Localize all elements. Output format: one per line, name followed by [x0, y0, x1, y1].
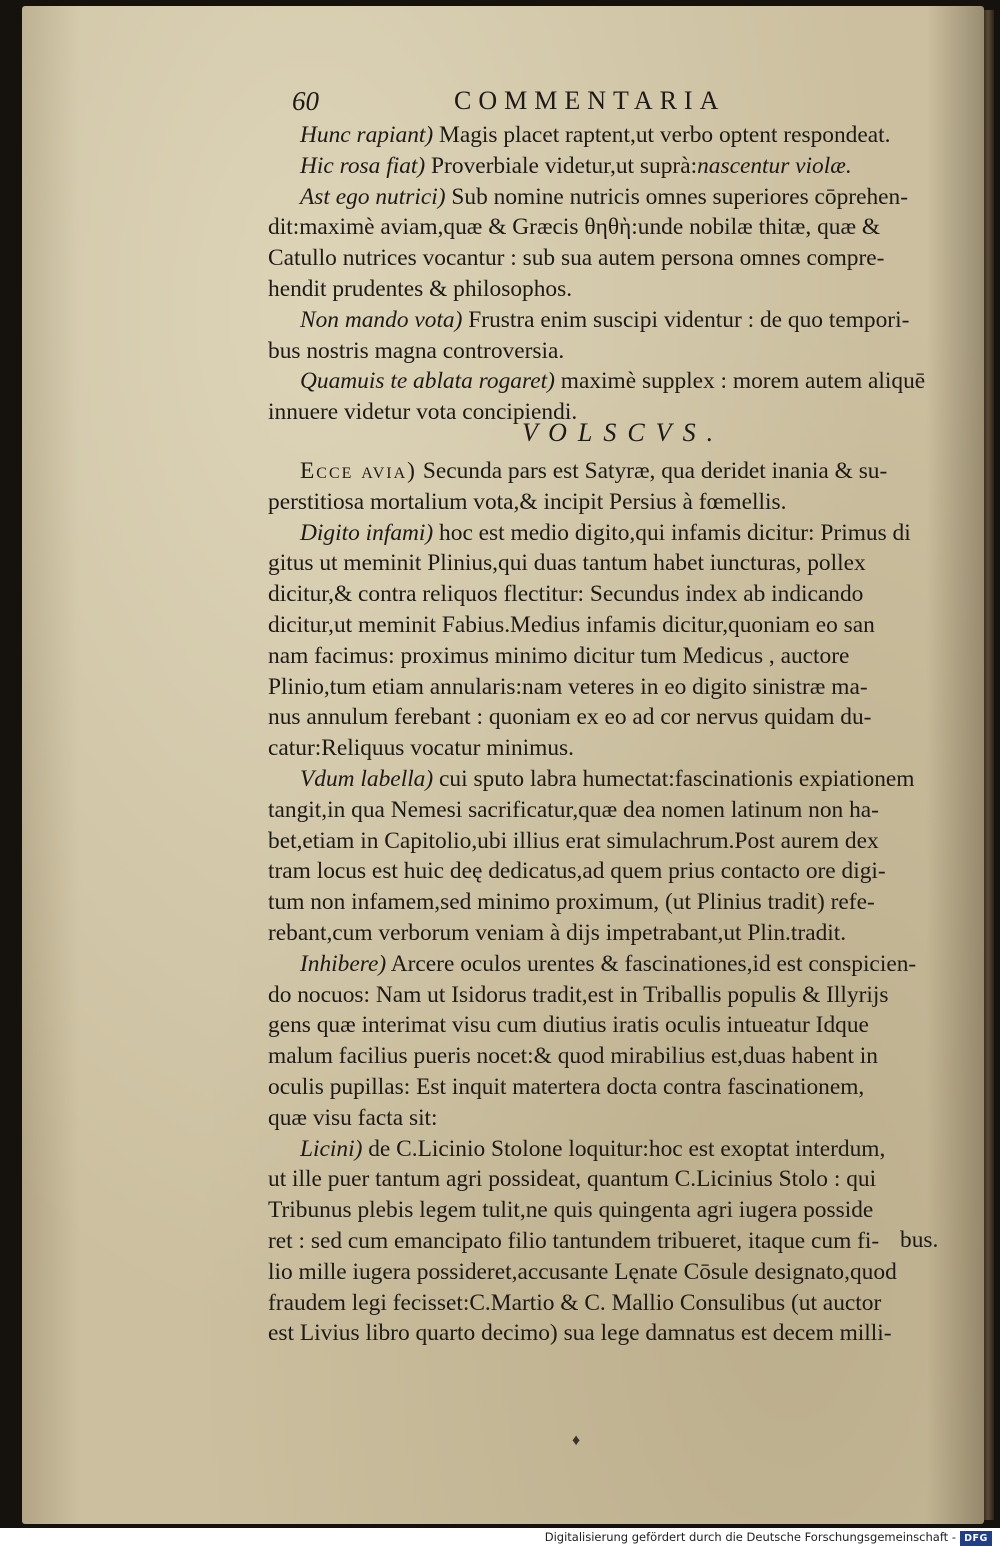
- text-line: [268, 366, 964, 397]
- text-line: [268, 212, 964, 243]
- text-line: [268, 887, 964, 918]
- text-run: hendit prudentes & philosophos.: [268, 275, 573, 302]
- lemma: Hunc rapiant): [300, 122, 434, 148]
- text-run: Arcere oculos urentes & fascinationes,id est conspicien-: [386, 950, 917, 977]
- text-run: bus nostris magna controversia.: [268, 337, 565, 364]
- text-run: Secunda pars est Satyræ, qua deridet inania & su-: [416, 458, 888, 484]
- section-title: VOLSCVS.: [522, 418, 725, 447]
- text-line: [268, 548, 964, 579]
- lemma: Quamuis te ablata rogaret): [300, 368, 555, 395]
- text-line: [268, 641, 964, 672]
- text-run: lio mille iugera possideret,accusante Lęnate Cōsule designato,quod: [268, 1258, 897, 1285]
- ornament-mark: ♦: [572, 1432, 581, 1449]
- lemma: Hic rosa fiat): [300, 152, 426, 179]
- text-line: [268, 120, 964, 151]
- text-line: [268, 336, 964, 367]
- text-line: [268, 579, 964, 610]
- text-line: [268, 1195, 964, 1226]
- text-line: [268, 733, 964, 764]
- text-run: quæ visu facta sit:: [268, 1104, 438, 1131]
- text-run: Magis placet raptent,ut verbo optent respondeat.: [433, 122, 891, 148]
- catchword: bus.: [900, 1227, 939, 1253]
- text-run: est Livius libro quarto decimo) sua lege damnatus est decem milli-: [268, 1320, 892, 1347]
- text-line: [268, 1041, 964, 1072]
- text-line: [268, 1134, 964, 1165]
- text-run: gens quæ interimat visu cum diutius iratis oculis intueatur Idque: [268, 1012, 869, 1039]
- text-run: cui sputo labra humectat:fascinationis expiationem: [433, 765, 915, 792]
- text-run: tram locus est huic deę dedicatus,ad quem prius contacto ore digi-: [268, 858, 886, 885]
- text-run: tum non infamem,sed minimo proximum, (ut Plinius tradit) refe-: [268, 889, 875, 916]
- page-header: [292, 86, 964, 120]
- text-line: [268, 949, 964, 980]
- text-run: rebant,cum verborum veniam à dijs impetrabant,ut Plin.tradit.: [268, 919, 847, 946]
- commentary-block-one: [268, 120, 964, 428]
- text-line: [268, 487, 964, 518]
- text-line: [268, 1164, 964, 1195]
- text-run: dit:maximè aviam,quæ & Græcis θηθὴ:unde nobilæ thitæ, quæ &: [268, 214, 881, 241]
- text-line: [268, 610, 964, 641]
- text-run: Proverbiale videtur,ut suprà:: [425, 152, 698, 179]
- text-line: [268, 702, 964, 733]
- text-run: dicitur,& contra reliquos flectitur: Secundus index ab indicando: [268, 581, 864, 608]
- lemma: Vdum labella): [300, 765, 434, 792]
- text-line: [268, 1257, 964, 1288]
- text-line: [268, 795, 964, 826]
- lemma: nascentur violæ.: [697, 152, 852, 179]
- text-line: [268, 1288, 964, 1319]
- dfg-logo: DFG: [960, 1531, 992, 1546]
- text-run: maximè supplex : morem autem aliquē: [554, 368, 926, 395]
- book-edge: [984, 10, 994, 1520]
- text-run: perstitiosa mortalium vota,& incipit Persius à fœmellis.: [268, 488, 787, 515]
- text-run: Catullo nutrices vocantur : sub sua autem persona omnes compre-: [268, 245, 885, 272]
- lemma-smallcaps: Ecce avia): [300, 458, 417, 484]
- text-run: do nocuos: Nam ut Isidorus tradit,est in Triballis populis & Illyrijs: [268, 981, 889, 1008]
- commentary-block-two: [268, 456, 964, 1349]
- text-line: [268, 826, 964, 857]
- text-run: nam facimus: proximus minimo dicitur tum Medicus , auctore: [268, 642, 850, 669]
- text-line: [268, 918, 964, 949]
- text-run: oculis pupillas: Est inquit matertera docta contra fascinationem,: [268, 1073, 865, 1100]
- text-line: [268, 305, 964, 336]
- text-run: catur:Reliquus vocatur minimus.: [268, 735, 574, 762]
- text-run: dicitur,ut meminit Fabius.Medius infamis dicitur,quoniam eo san: [268, 611, 875, 638]
- running-title: COMMENTARIA: [454, 86, 726, 115]
- lemma: Ast ego nutrici): [300, 183, 446, 210]
- lemma: Non mando vota): [300, 306, 463, 333]
- text-run: Frustra enim suscipi videntur : de quo tempori-: [462, 306, 910, 333]
- text-run: ret : sed cum emancipato filio tantundem tribueret, itaque cum fi-: [268, 1227, 880, 1254]
- text-line: [268, 1226, 964, 1257]
- text-line: [268, 151, 964, 182]
- text-run: innuere videtur vota concipiendi.: [268, 399, 578, 426]
- text-line: [268, 243, 964, 274]
- text-line: [268, 1318, 964, 1349]
- text-line: [268, 182, 964, 213]
- page-number: 60: [292, 86, 319, 116]
- text-line: [268, 518, 964, 549]
- lemma: Inhibere): [300, 950, 387, 977]
- text-line: [268, 1010, 964, 1041]
- text-run: malum facilius pueris nocet:& quod mirabilius est,duas habent in: [268, 1043, 878, 1070]
- footer-credit: Digitalisierung gefördert durch die Deutsche Forschungsgemeinschaft -: [544, 1530, 956, 1544]
- text-run: ut ille puer tantum agri possideat, quantum C.Licinius Stolo : qui: [268, 1166, 877, 1193]
- text-run: Plinio,tum etiam annularis:nam veteres in eo digito sinistræ ma-: [268, 673, 868, 700]
- lemma: Licini): [300, 1135, 363, 1162]
- text-line: [268, 1072, 964, 1103]
- text-line: [268, 274, 964, 305]
- text-run: hoc est medio digito,qui infamis dicitur: Primus di: [433, 519, 911, 546]
- text-line: [268, 856, 964, 887]
- footer-bar: [0, 1528, 1000, 1549]
- text-line: [268, 672, 964, 703]
- text-line: [268, 1103, 964, 1134]
- text-run: tangit,in qua Nemesi sacrificatur,quæ dea nomen latinum non ha-: [268, 796, 879, 823]
- text-run: nus annulum ferebant : quoniam ex eo ad cor nervus quidam du-: [268, 704, 872, 731]
- text-run: de C.Licinio Stolone loquitur:hoc est exoptat interdum,: [362, 1135, 886, 1162]
- text-line: [268, 764, 964, 795]
- text-run: bet,etiam in Capitolio,ubi illius erat simulachrum.Post aurem dex: [268, 827, 879, 854]
- text-run: Sub nomine nutricis omnes superiores cōprehen-: [445, 183, 909, 210]
- lemma: Digito infami): [300, 519, 434, 546]
- text-line: [268, 980, 964, 1011]
- text-run: fraudem legi fecisset:C.Martio & C. Mallio Consulibus (ut auctor: [268, 1289, 882, 1316]
- text-run: gitus ut meminit Plinius,qui duas tantum habet iuncturas, pollex: [268, 550, 866, 577]
- text-line: [268, 456, 964, 487]
- text-run: Tribunus plebis legem tulit,ne quis quingenta agri iugera posside: [268, 1197, 874, 1224]
